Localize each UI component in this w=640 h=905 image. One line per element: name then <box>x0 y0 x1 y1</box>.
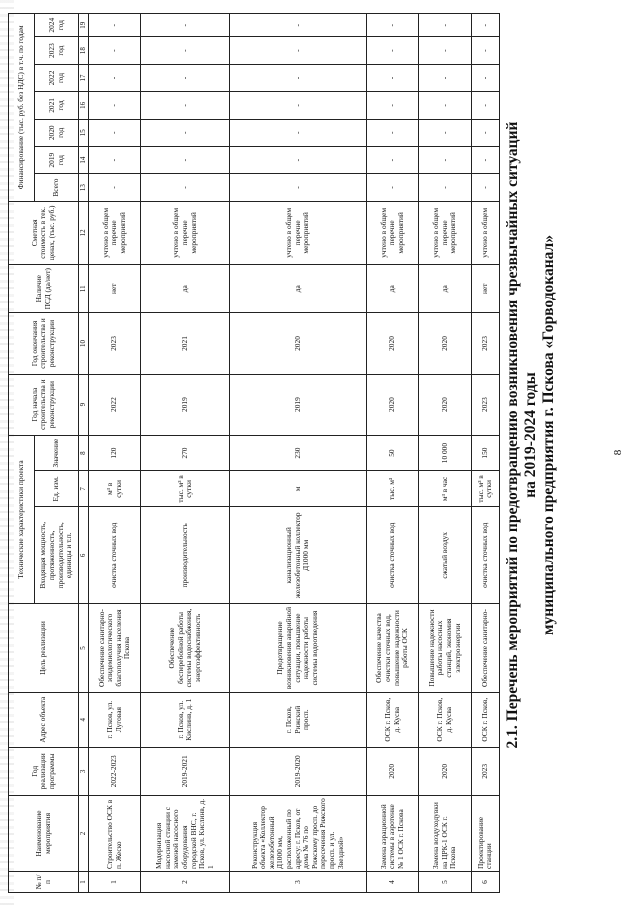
cell-2021: - <box>89 92 141 119</box>
cell-start: 2020 <box>419 374 471 435</box>
cell-end: 2021 <box>141 313 230 374</box>
measures-table-wrap <box>8 13 500 893</box>
header-2024: 2024 год <box>35 14 79 37</box>
cell-2019: - <box>419 146 471 173</box>
cell-psd: нет <box>89 264 141 312</box>
cell-cost: учтено в общем перечне мероприятий <box>230 201 367 264</box>
cell-total: - <box>366 174 418 201</box>
cell-2020: - <box>89 119 141 146</box>
cell-2023: - <box>89 37 141 64</box>
header-start: Год начала строительства и реконструкции <box>9 374 79 435</box>
header-name: Наименование мероприятия <box>9 796 79 872</box>
cell-address: г. Псков, ул. Луговая <box>89 692 141 747</box>
cell-2023: - <box>471 37 499 64</box>
table-row <box>471 14 499 893</box>
cell-value: 120 <box>89 435 141 471</box>
cell-goal: Обеспечение санитарно-эпидемиологического благополучия населения Пскова <box>89 604 141 693</box>
cell-name: Строительство ОСК в п. Жеско <box>89 796 141 872</box>
cell-cost: учтено в общем перечне мероприятий <box>141 201 230 264</box>
col-number: 7 <box>79 471 89 507</box>
cell-psd: да <box>366 264 418 312</box>
cell-unit: м³ в сутки <box>89 471 141 507</box>
header-total: Всего <box>35 174 79 201</box>
header-cost: Сметная стоимость в тек. ценах, (тыс. руб.) <box>9 201 79 264</box>
cell-2021: - <box>419 92 471 119</box>
cell-psd: да <box>230 264 367 312</box>
cell-start: 2020 <box>366 374 418 435</box>
col-number: 9 <box>79 374 89 435</box>
cell-end: 2020 <box>230 313 367 374</box>
cell-period: 2020 <box>366 747 418 795</box>
col-number: 1 <box>79 871 89 892</box>
cell-no: 2 <box>141 871 230 892</box>
heading-line-3: муниципального предприятия г. Пскова «Горводоканал» <box>540 235 557 635</box>
cell-total: - <box>419 174 471 201</box>
cell-2023: - <box>419 37 471 64</box>
cell-end: 2020 <box>366 313 418 374</box>
col-number: 11 <box>79 264 89 312</box>
header-value: Значение <box>35 435 79 471</box>
header-2022: 2022 год <box>35 64 79 91</box>
cell-2023: - <box>366 37 418 64</box>
cell-2020: - <box>141 119 230 146</box>
header-unit: Ед. изм. <box>35 471 79 507</box>
header-goal: Цель реализации <box>9 604 79 693</box>
cell-address: ОСК г. Псков, д. Кусва <box>366 692 418 747</box>
cell-value: 270 <box>141 435 230 471</box>
col-number: 3 <box>79 747 89 795</box>
cell-2022: - <box>419 64 471 91</box>
cell-unit: тыс. м³ <box>366 471 418 507</box>
col-number: 14 <box>79 146 89 173</box>
cell-2024: - <box>366 14 418 37</box>
table-row <box>419 14 471 893</box>
cell-name: Модернизация насосной станции с заменой насосного оборудования городской ВНС, г. Псков, ул. Кислинв, д. 1 <box>141 796 230 872</box>
cell-2024: - <box>419 14 471 37</box>
header-financing: Финансирование (тыс. руб. без НДС) в т.ч. по годам <box>9 14 35 202</box>
header-2021: 2021 год <box>35 92 79 119</box>
cell-value: 150 <box>471 435 499 471</box>
column-number-row <box>79 14 89 893</box>
col-number: 16 <box>79 92 89 119</box>
cell-no: 1 <box>89 871 141 892</box>
cell-goal: Предотвращение возникновения аварийной ситуации, повышение надежности работы системы водоотведения <box>230 604 367 693</box>
col-number: 8 <box>79 435 89 471</box>
cell-value: 50 <box>366 435 418 471</box>
cell-goal: Повышение надежности работы насосных станций, экономия электроэнергии <box>419 604 471 693</box>
col-number: 6 <box>79 507 89 604</box>
cell-2019: - <box>141 146 230 173</box>
col-number: 17 <box>79 64 89 91</box>
col-number: 2 <box>79 796 89 872</box>
cell-cost: учтено в общем перечне мероприятий <box>419 201 471 264</box>
cell-start: 2022 <box>89 374 141 435</box>
cell-2021: - <box>471 92 499 119</box>
cell-no: 4 <box>366 871 418 892</box>
cell-param: производительность <box>141 507 230 604</box>
table-row <box>89 14 141 893</box>
cell-address: г. Псков, Рижский просп. <box>230 692 367 747</box>
cell-param: сжатый воздух <box>419 507 471 604</box>
cell-2023: - <box>141 37 230 64</box>
page-number: 8 <box>612 449 624 456</box>
cell-name: Проектирование станции <box>471 796 499 872</box>
cell-2021: - <box>366 92 418 119</box>
cell-end: 2023 <box>89 313 141 374</box>
header-address: Адрес объекта <box>9 692 79 747</box>
table-body <box>79 14 500 893</box>
cell-cost: учтено в общем <box>471 201 499 264</box>
cell-unit: тыс. м³ в сутки <box>141 471 230 507</box>
cell-period: 2023 <box>471 747 499 795</box>
cell-name: Замена воздуходувки на ЦРК-1 ОСК г. Пскова <box>419 796 471 872</box>
cell-psd: нет <box>471 264 499 312</box>
table-row <box>141 14 230 893</box>
cell-2020: - <box>471 119 499 146</box>
cell-total: - <box>89 174 141 201</box>
cell-value: 10 000 <box>419 435 471 471</box>
cell-unit: м <box>230 471 367 507</box>
cell-2022: - <box>89 64 141 91</box>
measures-table <box>8 13 500 893</box>
cell-2024: - <box>230 14 367 37</box>
table-row <box>366 14 418 893</box>
document-heading <box>504 115 558 755</box>
cell-2021: - <box>141 92 230 119</box>
cell-2024: - <box>141 14 230 37</box>
cell-unit: тыс. м³ в сутки <box>471 471 499 507</box>
header-tech-param: Входящая мощность, протяженность, производительность, единицы и т.п. <box>35 507 79 604</box>
cell-goal: Обеспечение санитарно- <box>471 604 499 693</box>
cell-total: - <box>141 174 230 201</box>
cell-cost: учтено в общем перечне мероприятий <box>89 201 141 264</box>
cell-no: 5 <box>419 871 471 892</box>
cell-end: 2023 <box>471 313 499 374</box>
col-number: 5 <box>79 604 89 693</box>
header-number: № п/п <box>9 871 79 892</box>
cell-2020: - <box>230 119 367 146</box>
col-number: 19 <box>79 14 89 37</box>
cell-param: очистка сточных вод <box>366 507 418 604</box>
cell-address: г. Псков, ул. Кислинв, д. 1 <box>141 692 230 747</box>
cell-2022: - <box>230 64 367 91</box>
cell-param: очистка сточных вод <box>471 507 499 604</box>
cell-psd: да <box>141 264 230 312</box>
cell-no: 3 <box>230 871 367 892</box>
cell-address: ОСК г. Псков, <box>471 692 499 747</box>
cell-total: - <box>471 174 499 201</box>
header-period: Год реализации программы <box>9 747 79 795</box>
cell-start: 2023 <box>471 374 499 435</box>
cell-address: ОСК г. Псков, д. Кусва <box>419 692 471 747</box>
cell-2020: - <box>419 119 471 146</box>
cell-goal: Обеспечение качества очистки сточных вод, повышение надежности работы ОСК <box>366 604 418 693</box>
cell-total: - <box>230 174 367 201</box>
header-psd: Наличие ПСД (да/нет) <box>9 264 79 312</box>
cell-name: Замена аэрационной системы в аэротенке № 1 ОСК г. Пскова <box>366 796 418 872</box>
col-number: 18 <box>79 37 89 64</box>
cell-2023: - <box>230 37 367 64</box>
cell-period: 2020 <box>419 747 471 795</box>
cell-unit: м³ в час <box>419 471 471 507</box>
cell-2019: - <box>89 146 141 173</box>
header-end: Год окончания строительства и реконструкции <box>9 313 79 374</box>
col-number: 4 <box>79 692 89 747</box>
cell-goal: Обеспечение бесперебойной работы системы водоснабжения, энергоэффективность <box>141 604 230 693</box>
header-2019: 2019 год <box>35 146 79 173</box>
cell-2019: - <box>471 146 499 173</box>
cell-2021: - <box>230 92 367 119</box>
cell-psd: да <box>419 264 471 312</box>
header-2020: 2020 год <box>35 119 79 146</box>
cell-2024: - <box>89 14 141 37</box>
col-number: 13 <box>79 174 89 201</box>
table-row <box>230 14 367 893</box>
cell-start: 2019 <box>141 374 230 435</box>
col-number: 15 <box>79 119 89 146</box>
cell-period: 2019-2020 <box>230 747 367 795</box>
cell-start: 2019 <box>230 374 367 435</box>
cell-2022: - <box>141 64 230 91</box>
cell-2019: - <box>366 146 418 173</box>
cell-2022: - <box>471 64 499 91</box>
cell-period: 2019-2021 <box>141 747 230 795</box>
cell-2022: - <box>366 64 418 91</box>
cell-2020: - <box>366 119 418 146</box>
header-2023: 2023 год <box>35 37 79 64</box>
cell-param: канализационный железобетонный коллектор Д1000 мм <box>230 507 367 604</box>
cell-no: 6 <box>471 871 499 892</box>
header-tech: Технические характеристики проекта <box>9 435 35 604</box>
cell-value: 230 <box>230 435 367 471</box>
heading-line-1: 2.1. Перечень мероприятий по предотвращению возникновения чрезвычайных ситуаций <box>504 121 521 749</box>
col-number: 12 <box>79 201 89 264</box>
cell-2024: - <box>471 14 499 37</box>
cell-period: 2022-2023 <box>89 747 141 795</box>
cell-cost: учтено в общем перечне мероприятий <box>366 201 418 264</box>
cell-end: 2020 <box>419 313 471 374</box>
cell-name: Реконструкция объекта «Коллектор железобетонный Д1000 мм, расположенный по адресу: г. Псков, от дома № 76 по Рижскому просп. до пересечения Рижского просп. и ул. Звездной» <box>230 796 367 872</box>
col-number: 10 <box>79 313 89 374</box>
heading-line-2: на 2019-2024 годы <box>522 372 539 498</box>
cell-param: очистка сточных вод <box>89 507 141 604</box>
cell-2019: - <box>230 146 367 173</box>
